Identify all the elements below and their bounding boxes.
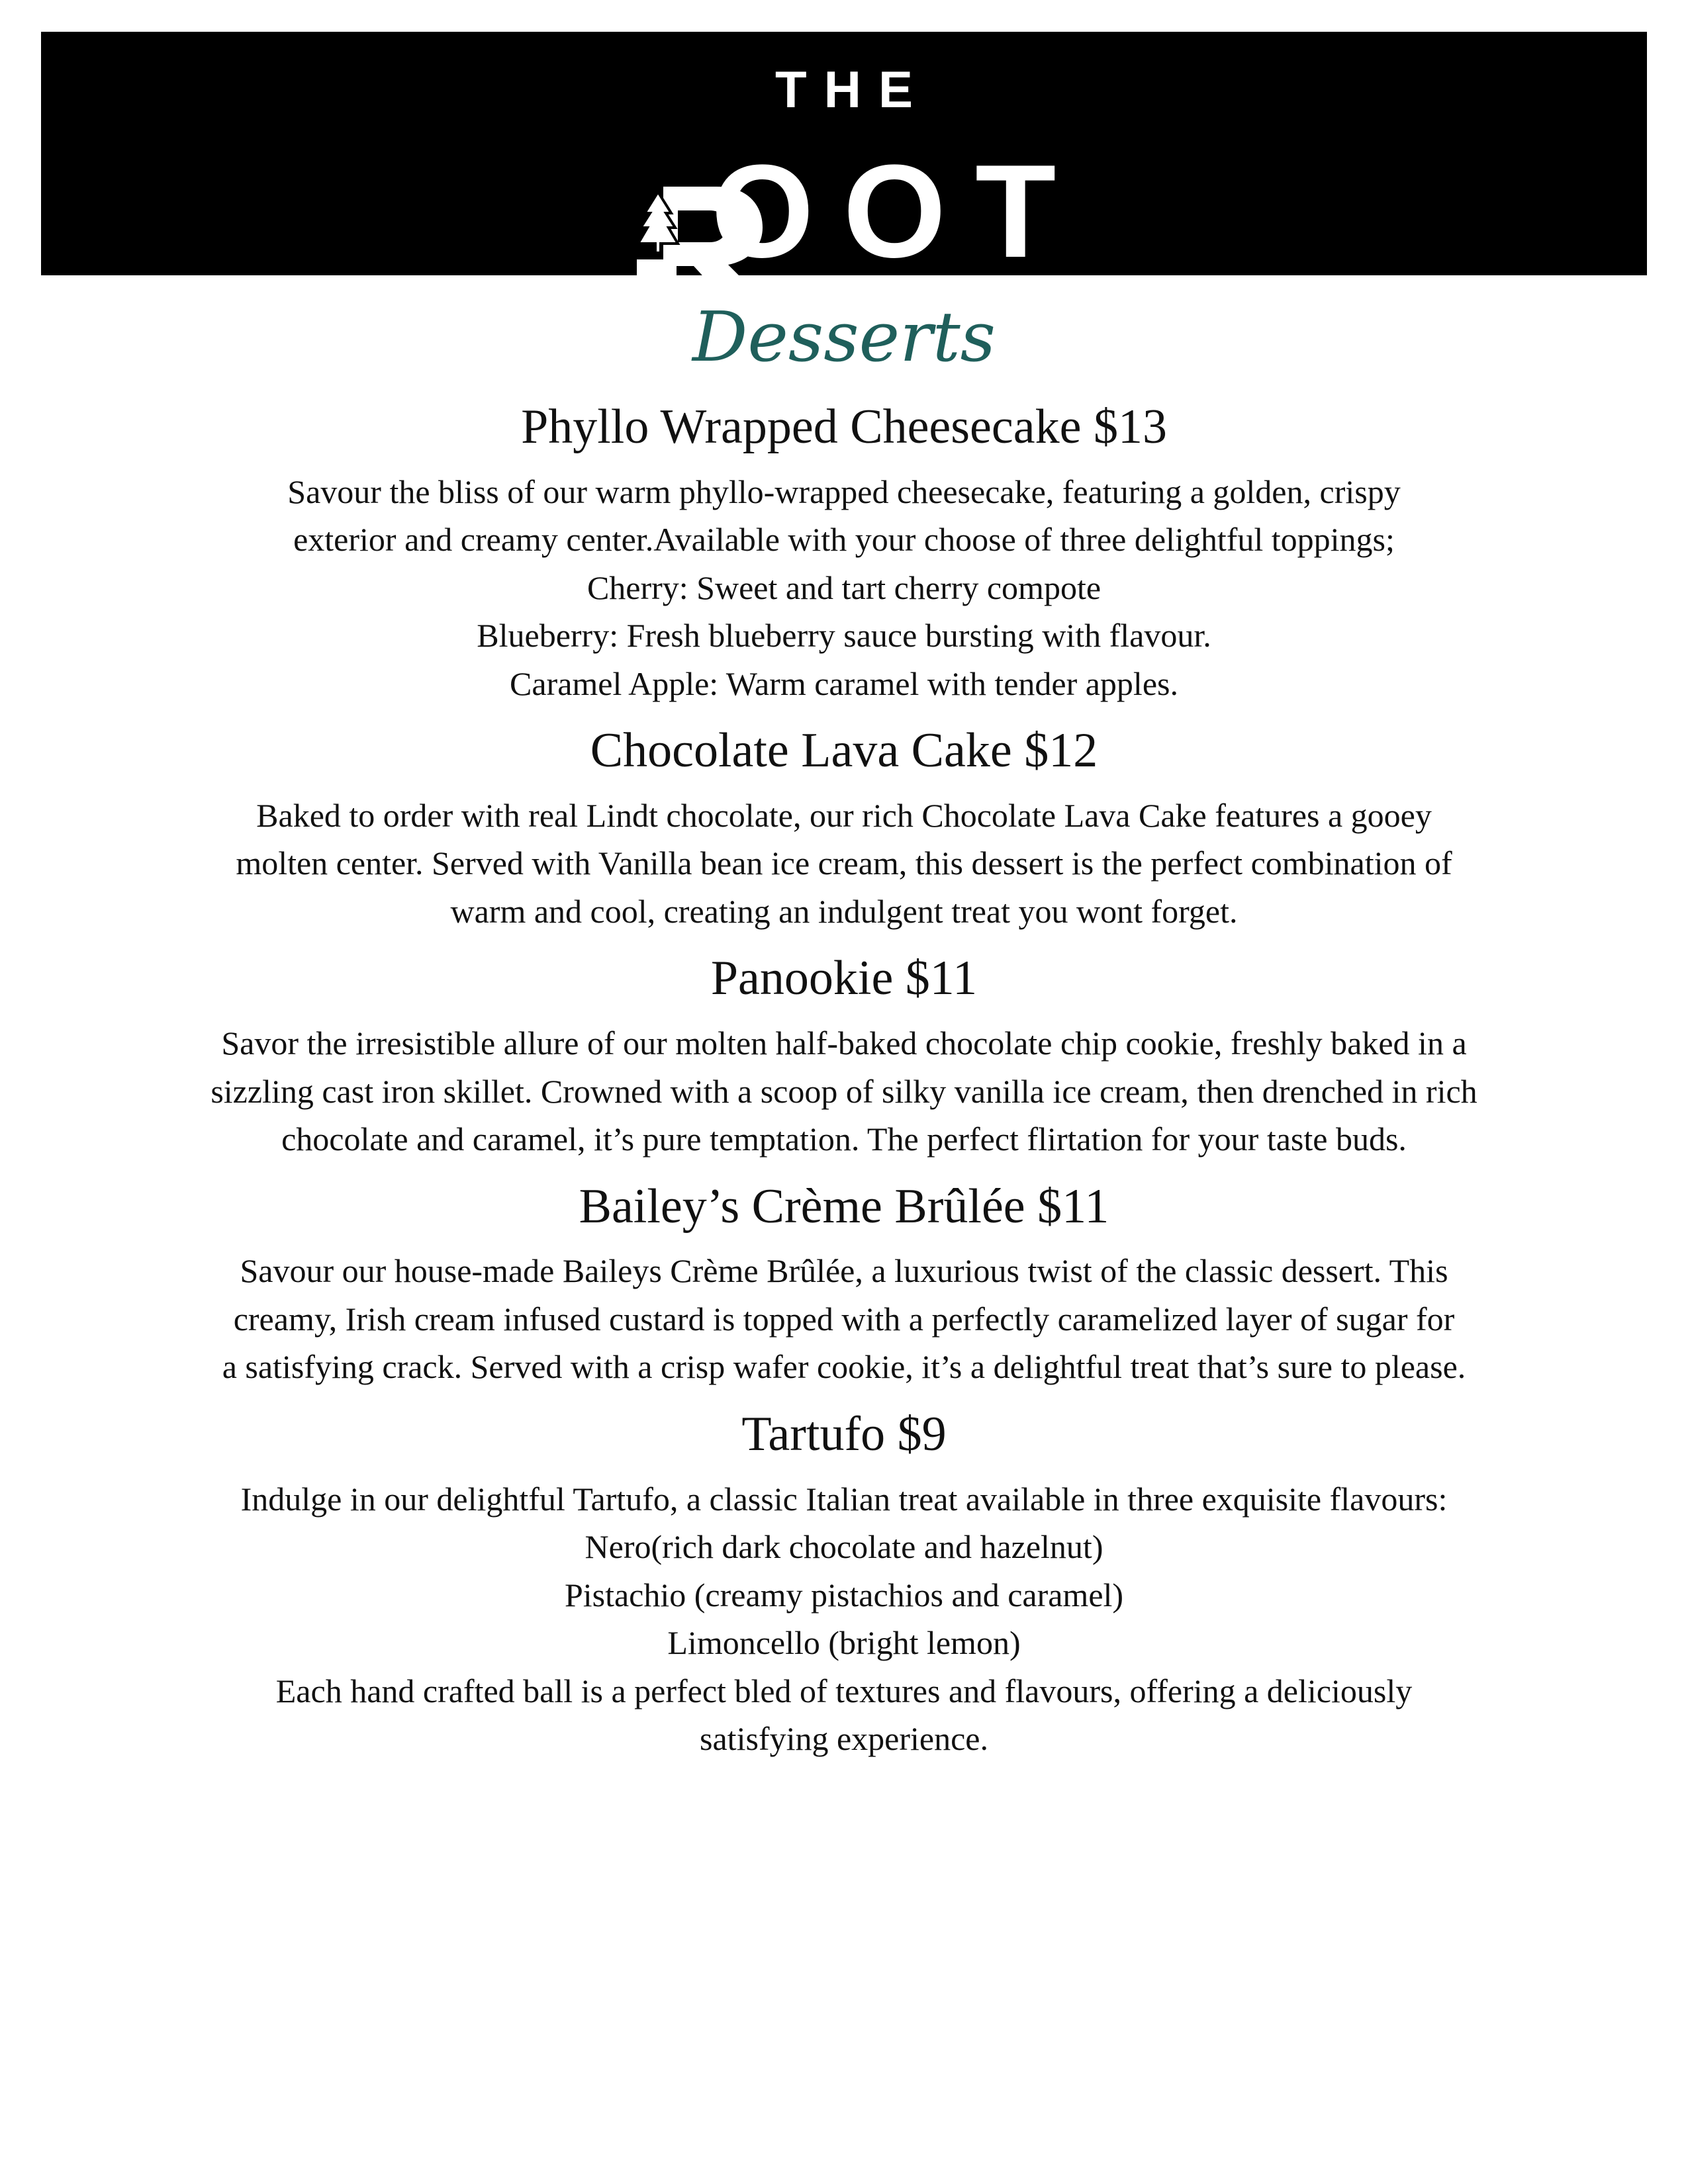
menu-item: [106, 947, 1582, 1163]
description-line: Savour our house-made Baileys Crème Brûlée, a luxurious twist of the classic dessert. This: [240, 1252, 1448, 1290]
description-line: Savour the bliss of our warm phyllo-wrapped cheesecake, featuring a golden, crispy: [287, 473, 1401, 510]
menu-item-description: [106, 792, 1582, 936]
logo: [637, 138, 1153, 298]
menu-item-description: [106, 468, 1582, 708]
description-line: satisfying experience.: [700, 1720, 988, 1758]
menu-item-description: [106, 1019, 1582, 1163]
description-line: Savor the irresistible allure of our molten half-baked chocolate chip cookie, freshly baked in a: [221, 1024, 1467, 1062]
logo-the-text: THE: [775, 60, 930, 118]
logo-root-text: OOT: [711, 138, 1086, 285]
description-line: exterior and creamy center.Available with your choose of three delightful toppings;: [293, 521, 1395, 559]
description-line: Blueberry: Fresh blueberry sauce bursting with flavour.: [477, 617, 1211, 655]
menu-item: [106, 396, 1582, 707]
menu-item-title: Phyllo Wrapped Cheesecake $13: [521, 400, 1167, 454]
menu-list: [106, 396, 1582, 1775]
description-line: Limoncello (bright lemon): [667, 1624, 1021, 1662]
description-line: molten center. Served with Vanilla bean ice cream, this dessert is the perfect combination of: [236, 844, 1452, 882]
description-line: Each hand crafted ball is a perfect bled of textures and flavours, offering a deliciously: [275, 1672, 1413, 1709]
header-banner: [41, 32, 1647, 285]
description-line: a satisfying crack. Served with a crisp wafer cookie, it’s a delightful treat that’s sure to please.: [222, 1348, 1466, 1386]
description-line: Caramel Apple: Warm caramel with tender apples.: [510, 664, 1178, 702]
menu-item: [106, 1403, 1582, 1763]
menu-item-description: [106, 1247, 1582, 1391]
menu-item-title: Tartufo $9: [741, 1406, 947, 1461]
menu-item-title: Bailey’s Crème Brûlée $11: [579, 1179, 1109, 1234]
description-line: Nero(rich dark chocolate and hazelnut): [585, 1528, 1103, 1566]
menu-item-description: [106, 1475, 1582, 1763]
description-line: creamy, Irish cream infused custard is topped with a perfectly caramelized layer of sugar for: [233, 1300, 1455, 1338]
menu-item-title: Chocolate Lava Cake $12: [590, 723, 1098, 778]
description-line: Baked to order with real Lindt chocolate, our rich Chocolate Lava Cake features a gooey: [256, 796, 1432, 834]
menu-item-title: Panookie $11: [710, 951, 978, 1006]
menu-item: [106, 1175, 1582, 1391]
section-title: Desserts: [692, 296, 996, 377]
description-line: sizzling cast iron skillet. Crowned with a scoop of silky vanilla ice cream, then drenched in rich: [211, 1072, 1477, 1110]
description-line: warm and cool, creating an indulgent treat you wont forget.: [450, 892, 1238, 930]
menu-item: [106, 719, 1582, 935]
description-line: Cherry: Sweet and tart cherry compote: [586, 569, 1102, 606]
description-line: chocolate and caramel, it’s pure temptation. The perfect flirtation for your taste buds.: [281, 1120, 1407, 1158]
description-line: Pistachio (creamy pistachios and caramel): [564, 1576, 1124, 1614]
description-line: Indulge in our delightful Tartufo, a classic Italian treat available in three exquisite flavours:: [240, 1480, 1448, 1518]
